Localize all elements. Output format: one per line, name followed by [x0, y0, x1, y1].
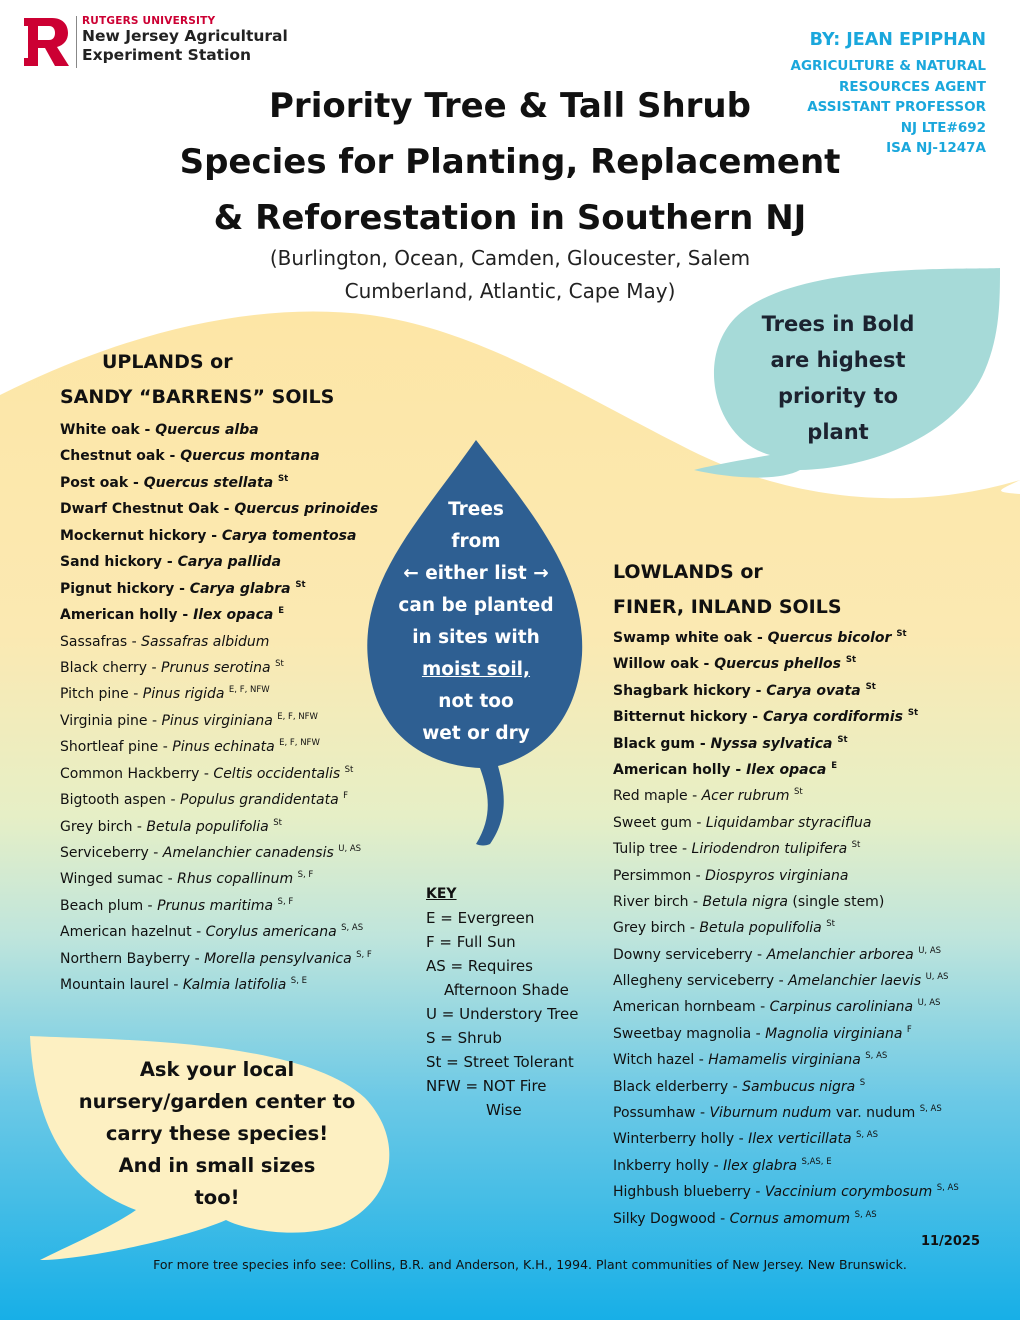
attribute-codes: St — [273, 817, 282, 828]
common-name: White oak — [60, 422, 140, 438]
attribute-codes: St — [826, 919, 835, 930]
species-note: (single stem) — [792, 893, 885, 910]
species-item: Sand hickory - Carya pallida — [60, 554, 282, 571]
common-name: Persimmon — [613, 867, 692, 884]
attribute-codes: S, AS — [936, 1183, 959, 1194]
species-item: Bitternut hickory - Carya cordiformis $^{St}$ — [613, 708, 919, 726]
key-entry: E = Evergreen — [426, 909, 535, 927]
scientific-name: Pinus echinata — [172, 739, 275, 756]
common-name: Black gum — [613, 735, 695, 752]
scientific-name: Betula populifolia — [146, 818, 269, 835]
attribute-codes: St — [896, 629, 907, 639]
author-line: NJ LTE#692 — [900, 119, 986, 136]
species-item: Common Hackberry - Celtis occidentalis $^{St}$ — [60, 764, 354, 782]
species-item: Bigtooth aspen - Populus grandidentata $^F$ — [60, 791, 349, 809]
footer-reference: For more tree species info see: Collins, B.R. and Anderson, K.H., 1994. Plant communities of New Jersey. New Brunswick. — [153, 1257, 907, 1272]
species-item: Inkberry holly - Ilex glabra $^{S,AS, E}$ — [613, 1156, 832, 1174]
species-item: Downy serviceberry - Amelanchier arborea $^{U, AS}$ — [613, 945, 942, 963]
scientific-name: Sambucus nigra — [742, 1078, 856, 1095]
common-name: Pitch pine — [60, 686, 129, 703]
common-name: Willow oak — [613, 656, 699, 673]
common-name: Possumhaw — [613, 1105, 696, 1122]
species-item: Swamp white oak - Quercus bicolor $^{St}$ — [613, 629, 907, 646]
common-name: Grey birch — [60, 818, 133, 835]
scientific-name: Quercus phellos — [714, 656, 841, 673]
species-item: Pignut hickory - Carya glabra $^{St}$ — [60, 579, 306, 597]
attribute-codes: St — [865, 681, 876, 692]
species-item: Mockernut hickory - Carya tomentosa — [60, 527, 357, 544]
species-item: Red maple - Acer rubrum $^{St}$ — [613, 787, 803, 805]
scientific-name: Cornus amomum — [729, 1210, 851, 1227]
scientific-name: Betula populifolia — [699, 920, 822, 937]
scientific-name: Ilex verticillata — [748, 1131, 852, 1148]
author-line: RESOURCES AGENT — [839, 78, 986, 95]
subtitle-line-1: (Burlington, Ocean, Camden, Gloucester, Salem — [269, 246, 751, 270]
attribute-codes: U, AS — [338, 844, 362, 854]
author-line: AGRICULTURE & NATURAL — [790, 58, 986, 74]
attribute-codes: F — [906, 1024, 912, 1035]
species-item: American holly - Ilex opaca $^E$ — [613, 760, 838, 778]
common-name: Swamp white oak — [613, 630, 753, 646]
scientific-name: Liriodendron tulipifera — [691, 841, 848, 858]
scientific-name: Ilex opaca — [746, 761, 827, 778]
scientific-name: Quercus prinoides — [234, 501, 379, 518]
common-name: Serviceberry — [60, 845, 149, 861]
common-name: Common Hackberry — [60, 765, 200, 782]
common-name: Mockernut hickory — [60, 527, 207, 544]
species-item: Grey birch - Betula populifolia $^{St}$ — [613, 919, 835, 937]
common-name: Silky Dogwood — [613, 1210, 716, 1227]
attribute-codes: St — [851, 840, 861, 851]
scientific-name: Quercus bicolor — [767, 630, 892, 646]
species-item: Dwarf Chestnut Oak - Quercus prinoides — [60, 501, 379, 518]
logo-line-2: Experiment Station — [82, 46, 252, 65]
scientific-name: Carya glabra — [189, 580, 291, 597]
attribute-codes: St — [907, 708, 919, 719]
common-name: Witch hazel — [613, 1052, 695, 1069]
scientific-name: Ilex opaca — [193, 607, 274, 624]
key-title: KEY — [426, 886, 457, 902]
scientific-name: Vaccinium corymbosum — [764, 1184, 933, 1201]
bold-note-line: Trees in Bold — [761, 312, 915, 336]
scientific-name: Rhus copallinum — [177, 871, 294, 888]
common-name: Inkberry holly — [613, 1157, 710, 1174]
logo-divider — [76, 16, 77, 68]
common-name: Grey birch — [613, 920, 686, 937]
common-name: American hornbeam — [613, 999, 756, 1016]
species-item: Serviceberry - Amelanchier canadensis $^{U, AS}$ — [60, 844, 362, 861]
species-item: Silky Dogwood - Cornus amomum $^{S, AS}$ — [613, 1209, 877, 1227]
common-name: River birch — [613, 893, 689, 910]
logo-line-1: New Jersey Agricultural — [82, 27, 288, 46]
nursery-note-line: too! — [194, 1186, 240, 1209]
center-note-line: not too — [438, 691, 514, 712]
scientific-name: Carya cordiformis — [762, 709, 904, 726]
species-item: Mountain laurel - Kalmia latifolia $^{S, E}$ — [60, 976, 307, 994]
key-entry: NFW = NOT Fire — [426, 1077, 547, 1095]
lowlands-species-list — [613, 625, 1013, 1232]
scientific-name: Carya tomentosa — [221, 527, 357, 544]
attribute-codes: F — [343, 791, 349, 802]
attribute-codes: St — [275, 658, 284, 669]
species-item: Northern Bayberry - Morella pensylvanica $^{S, F}$ — [60, 949, 372, 967]
center-note-line: in sites with — [412, 627, 540, 648]
species-item: Sweetbay magnolia - Magnolia virginiana $^F$ — [613, 1024, 912, 1042]
scientific-name: Prunus maritima — [157, 897, 274, 914]
center-note-line: can be planted — [398, 595, 554, 616]
species-item: Possumhaw - Viburnum nudum var. nudum $^{S, AS}$ — [613, 1104, 942, 1122]
species-item: Post oak - Quercus stellata $^{St}$ — [60, 473, 289, 491]
common-name: Sand hickory — [60, 554, 163, 571]
attribute-codes: U, AS — [925, 972, 949, 983]
key-entry: AS = Requires — [426, 957, 533, 975]
attribute-codes: S, AS — [865, 1051, 888, 1062]
attribute-codes: St — [278, 473, 289, 484]
scientific-name: Amelanchier laevis — [788, 973, 922, 990]
attribute-codes: S,AS, E — [801, 1156, 832, 1167]
attribute-codes: S — [859, 1077, 866, 1088]
species-item: Shagbark hickory - Carya ovata $^{St}$ — [613, 681, 876, 699]
scientific-name: Carpinus caroliniana — [769, 999, 914, 1016]
center-note-line: ← either list → — [403, 563, 549, 584]
species-item: Tulip tree - Liriodendron tulipifera $^{St}$ — [613, 840, 861, 858]
species-item: Pitch pine - Pinus rigida $^{E, F, NFW}$ — [60, 685, 270, 703]
common-name: Allegheny serviceberry — [613, 973, 775, 990]
attribute-codes: S, AS — [919, 1104, 942, 1115]
scientific-name: Pinus virginiana — [161, 712, 273, 729]
common-name: Bigtooth aspen — [60, 792, 167, 809]
attribute-codes: S, F — [277, 896, 294, 907]
scientific-name: Corylus americana — [205, 924, 337, 941]
key-entry: Afternoon Shade — [444, 981, 569, 999]
common-name: Beach plum — [60, 897, 144, 914]
species-item: Virginia pine - Pinus virginiana $^{E, F, NFW}$ — [60, 711, 318, 729]
common-name: Tulip tree — [613, 841, 678, 858]
species-item: Winterberry holly - Ilex verticillata $^{S, AS}$ — [613, 1130, 879, 1148]
species-item: Willow oak - Quercus phellos $^{St}$ — [613, 655, 857, 673]
attribute-codes: St — [845, 655, 857, 666]
attribute-codes: U, AS — [918, 945, 942, 956]
common-name: Sweet gum — [613, 814, 692, 831]
attribute-codes: St — [344, 764, 354, 775]
author-name: BY: JEAN EPIPHAN — [809, 30, 986, 50]
attribute-codes: E, F, NFW — [228, 685, 270, 696]
scientific-name: Magnolia virginiana — [765, 1025, 903, 1042]
common-name: Downy serviceberry — [613, 946, 753, 963]
center-note-line: Trees — [448, 499, 504, 520]
common-name: Post oak — [60, 474, 129, 491]
key-entry: F = Full Sun — [426, 933, 516, 951]
bold-note-line: priority to — [777, 384, 899, 408]
attribute-codes: St — [793, 787, 803, 798]
common-name: American holly — [60, 607, 178, 624]
publication-date: 11/2025 — [920, 1234, 980, 1249]
common-name: Pignut hickory — [60, 580, 175, 597]
common-name: Winterberry holly — [613, 1131, 735, 1148]
attribute-codes: S, AS — [854, 1209, 877, 1220]
species-item: Allegheny serviceberry - Amelanchier laevis $^{U, AS}$ — [613, 972, 949, 990]
species-item: American hazelnut - Corylus americana $^{S, AS}$ — [60, 923, 364, 941]
attribute-codes: U, AS — [917, 998, 941, 1009]
scientific-name: Quercus montana — [180, 448, 320, 465]
scientific-name: Prunus serotina — [161, 659, 271, 676]
scientific-name: Sassafras albidum — [141, 633, 270, 650]
center-note-line: moist soil, — [421, 659, 531, 680]
species-item: Black elderberry - Sambucus nigra $^S$ — [613, 1077, 866, 1095]
nursery-note-line: And in small sizes — [118, 1154, 316, 1177]
scientific-name: Hamamelis virginiana — [708, 1052, 861, 1069]
legend-key — [426, 882, 626, 1122]
attribute-codes: S, E — [290, 976, 307, 987]
scientific-name: Nyssa sylvatica — [710, 735, 833, 752]
lowlands-heading-line-2: FINER, INLAND SOILS — [613, 596, 842, 618]
attribute-codes: St — [295, 579, 306, 590]
page-title — [130, 78, 890, 246]
species-item: White oak - Quercus alba — [60, 422, 259, 438]
scientific-name: Diospyros virginiana — [705, 867, 849, 884]
nursery-note-line: Ask your local — [139, 1058, 295, 1081]
common-name: American hazelnut — [60, 924, 192, 941]
nursery-note-line: nursery/garden center to — [78, 1090, 356, 1113]
scientific-name: Morella pensylvanica — [204, 950, 352, 967]
scientific-name: Celtis occidentalis — [213, 765, 341, 782]
common-name: Virginia pine — [60, 712, 148, 729]
species-item: Beach plum - Prunus maritima $^{S, F}$ — [60, 896, 294, 914]
scientific-name: Acer rubrum — [701, 788, 790, 805]
scientific-name: Quercus alba — [155, 422, 259, 438]
nursery-note — [52, 1054, 382, 1214]
species-item: Sweet gum - Liquidambar styraciflua — [613, 814, 872, 831]
attribute-codes: S, AS — [856, 1130, 879, 1141]
common-name: Bitternut hickory — [613, 709, 748, 726]
attribute-codes: S, AS — [341, 923, 364, 934]
common-name: Mountain laurel — [60, 977, 169, 994]
scientific-name: Viburnum nudum — [709, 1105, 832, 1122]
common-name: Shagbark hickory — [613, 682, 751, 699]
scientific-name: Pinus rigida — [142, 686, 225, 703]
attribute-codes: E, F, NFW — [279, 738, 320, 749]
center-note-line: from — [451, 531, 501, 552]
common-name: Sassafras — [60, 633, 128, 650]
uplands-heading-line-2: SANDY “BARRENS” SOILS — [60, 386, 335, 408]
common-name: Northern Bayberry — [60, 950, 191, 967]
nursery-note-line: carry these species! — [105, 1122, 329, 1145]
attribute-codes: S, F — [297, 870, 314, 881]
scientific-name: Amelanchier canadensis — [162, 845, 334, 861]
common-name: Dwarf Chestnut Oak — [60, 501, 219, 518]
scientific-name: Ilex glabra — [723, 1157, 798, 1174]
attribute-codes: E — [831, 760, 838, 771]
bold-priority-note — [730, 306, 946, 450]
logo-university: RUTGERS UNIVERSITY — [82, 15, 216, 27]
species-item: Persimmon - Diospyros virginiana — [613, 867, 849, 884]
species-item: Black gum - Nyssa sylvatica $^{St}$ — [613, 734, 848, 752]
organization-logo-text — [82, 16, 302, 65]
scientific-name: Populus grandidentata — [180, 792, 339, 809]
common-name: Winged sumac — [60, 871, 164, 888]
common-name: Red maple — [613, 788, 688, 805]
uplands-heading — [60, 345, 380, 415]
author-line: ASSISTANT PROFESSOR — [807, 99, 986, 115]
lowlands-heading — [613, 555, 933, 625]
common-name: Black elderberry — [613, 1078, 729, 1095]
lowlands-heading-line-1: LOWLANDS or — [613, 561, 763, 583]
attribute-codes: S, F — [356, 949, 372, 960]
scientific-name: Carya ovata — [766, 682, 861, 699]
common-name: Sweetbay magnolia — [613, 1025, 752, 1042]
uplands-species-list — [60, 417, 420, 999]
rutgers-r-logo-icon — [22, 14, 72, 70]
county-subtitle — [180, 242, 840, 308]
scientific-name: Liquidambar styraciflua — [705, 814, 872, 831]
species-item: River birch - Betula nigra (single stem) — [613, 893, 885, 910]
species-item: Sassafras - Sassafras albidum — [60, 633, 270, 650]
species-item: American hornbeam - Carpinus caroliniana $^{U, AS}$ — [613, 998, 941, 1016]
species-item: Chestnut oak - Quercus montana — [60, 448, 320, 465]
common-name: Chestnut oak — [60, 448, 165, 465]
key-entry: Wise — [486, 1101, 522, 1119]
title-line-3: & Reforestation in Southern NJ — [213, 198, 807, 238]
scientific-name: Amelanchier arborea — [766, 946, 914, 963]
scientific-name: Betula nigra — [702, 893, 788, 910]
scientific-name: Quercus stellata — [143, 474, 274, 491]
species-item: Highbush blueberry - Vaccinium corymbosum $^{S, AS}$ — [613, 1183, 959, 1201]
uplands-heading-line-1: UPLANDS or — [102, 351, 233, 373]
common-name: Highbush blueberry — [613, 1184, 751, 1201]
center-leaf-note — [378, 494, 574, 750]
species-item: Grey birch - Betula populifolia $^{St}$ — [60, 817, 282, 835]
scientific-name: Carya pallida — [177, 554, 282, 571]
title-line-1: Priority Tree & Tall Shrub — [269, 86, 751, 126]
common-name: Black cherry — [60, 659, 148, 676]
common-name: American holly — [613, 761, 731, 778]
attribute-codes: E — [278, 606, 285, 617]
common-name: Shortleaf pine — [60, 739, 159, 756]
species-note: var. nudum — [835, 1105, 916, 1122]
species-item: Winged sumac - Rhus copallinum $^{S, F}$ — [60, 870, 314, 888]
subtitle-line-2: Cumberland, Atlantic, Cape May) — [344, 279, 676, 303]
species-item: Witch hazel - Hamamelis virginiana $^{S, AS}$ — [613, 1051, 888, 1069]
key-entry: S = Shrub — [426, 1029, 502, 1047]
attribute-codes: E, F, NFW — [277, 711, 318, 722]
species-item: Black cherry - Prunus serotina $^{St}$ — [60, 658, 284, 676]
bold-note-line: are highest — [770, 348, 906, 372]
center-note-line: wet or dry — [422, 723, 530, 744]
title-line-2: Species for Planting, Replacement — [179, 142, 841, 182]
attribute-codes: St — [837, 734, 848, 745]
bold-note-line: plant — [807, 420, 869, 444]
key-entry: U = Understory Tree — [426, 1005, 579, 1023]
key-entry: St = Street Tolerant — [426, 1053, 574, 1071]
species-item: Shortleaf pine - Pinus echinata $^{E, F, NFW}$ — [60, 738, 320, 756]
species-item: American holly - Ilex opaca $^E$ — [60, 606, 285, 624]
scientific-name: Kalmia latifolia — [182, 977, 287, 994]
author-line: ISA NJ-1247A — [886, 140, 986, 156]
